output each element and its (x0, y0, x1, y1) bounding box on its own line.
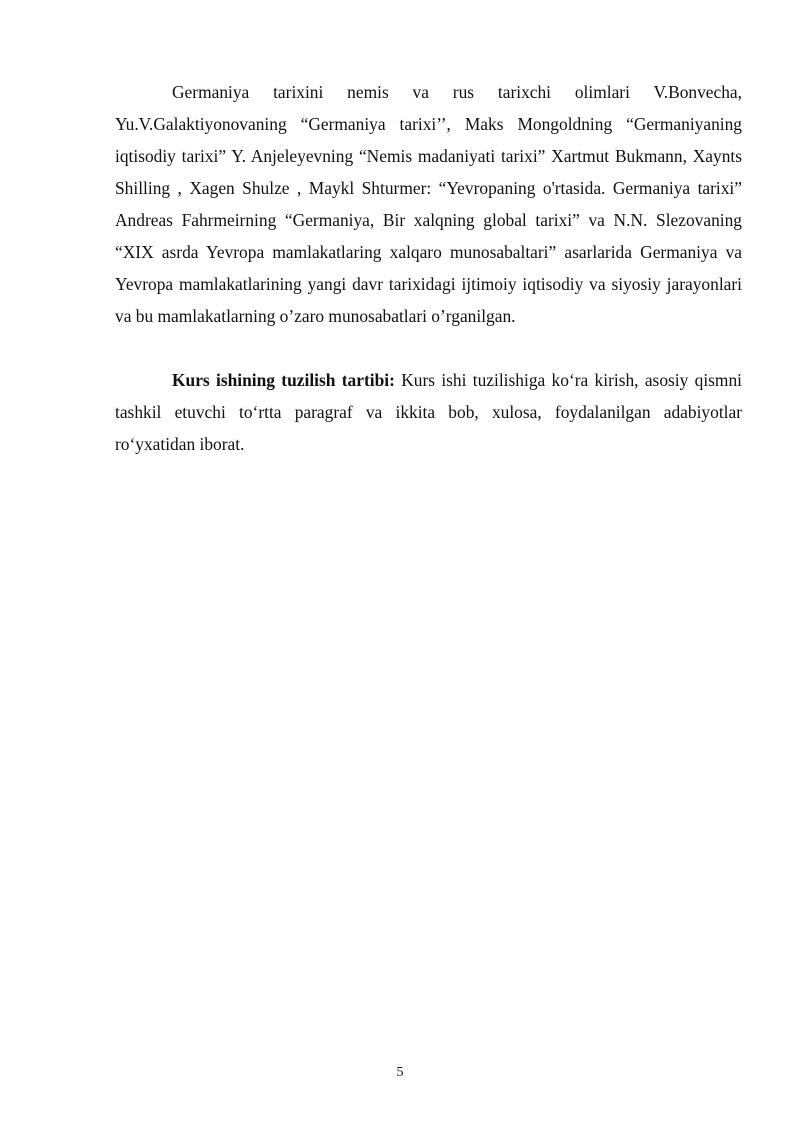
structure-paragraph (115, 364, 742, 460)
page-number: 5 (396, 1065, 404, 1080)
page-body (115, 76, 742, 460)
structure-heading: Kurs ishining tuzilish tartibi: (172, 370, 395, 390)
historiography-paragraph: Germaniya tarixini nemis va rus tarixchi olimlari V.Bonvecha, Yu.V.Galaktiyonovaning “Germaniya tarixi’’, Maks Mongoldning “Germaniyaning iqtisodiy tarixi” Y. Anjeleyevning “Nemis madaniyati tarixi” Xartmut Bukmann, Xaynts Shilling , Xagen Shulze , Maykl Shturmer: “Yevropaning o'rtasida. Germaniya tarixi” Andreas Fahrmeirning “Germaniya, Bir xalqning global tarixi” va N.N. Slezovaning “XIX asrda Yevropa mamlakatlaring xalqaro munosabaltari” asarlarida Germaniya va Yevropa mamlakatlarining yangi davr tarixidagi ijtimoiy iqtisodiy va siyosiy jarayonlari va bu mamlakatlarning o’zaro munosabatlari o’rganilgan. (115, 82, 742, 326)
structure-text: Kurs ishi tuzilishiga ko‘ra kirish, asosiy qismni tashkil etuvchi to‘rtta paragraf va ikkita bob, xulosa, foydalanilgan adabiyotlar ro‘yxatidan iborat. (115, 370, 742, 454)
